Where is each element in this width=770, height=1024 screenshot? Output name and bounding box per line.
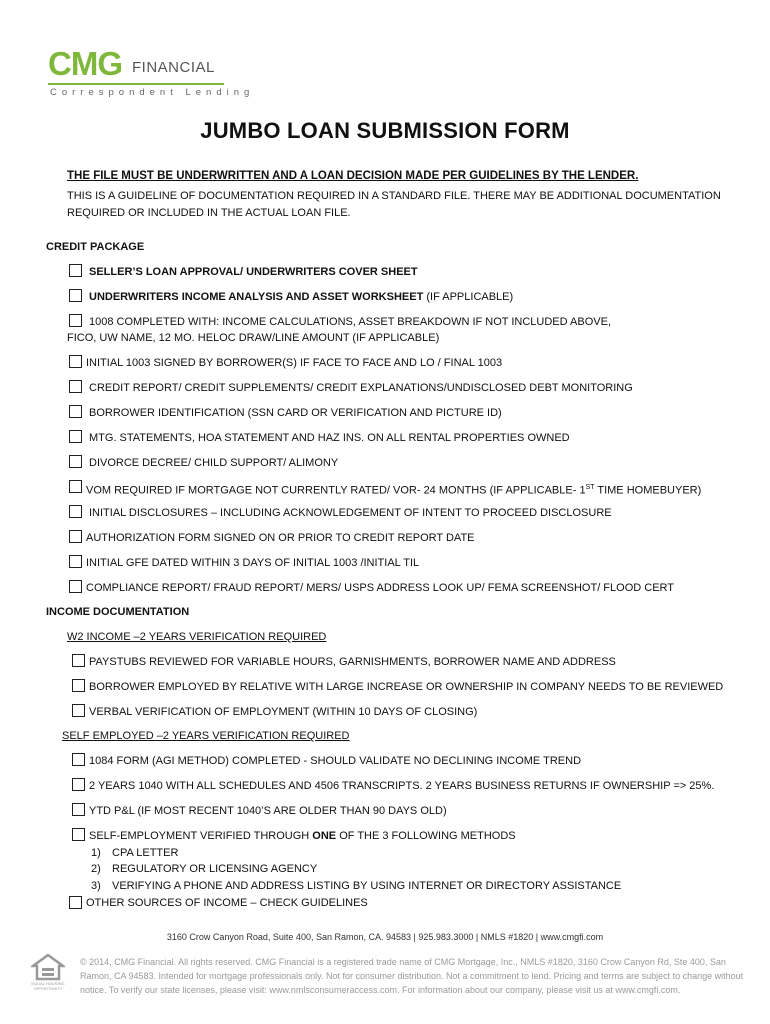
checkbox-income-analysis[interactable] [69,289,82,302]
method-cpa-letter: CPA LETTER [112,847,179,859]
page-title: JUMBO LOAN SUBMISSION FORM [200,118,570,143]
checkbox-initial-1003[interactable] [69,355,82,368]
checkbox-1084-form[interactable] [72,753,85,766]
item-compliance-report: COMPLIANCE REPORT/ FRAUD REPORT/ MERS/ USPS ADDRESS LOOK UP/ FEMA SCREENSHOT/ FLOOD CERT [86,582,674,594]
method-phone-address-listing: VERIFYING A PHONE AND ADDRESS LISTING BY USING INTERNET OR DIRECTORY ASSISTANCE [112,880,622,892]
checkbox-other-income[interactable] [69,896,82,909]
checkbox-1008[interactable] [69,314,82,327]
item-1084-form: 1084 FORM (AGI METHOD) COMPLETED - SHOULD VALIDATE NO DECLINING INCOME TREND [89,755,582,767]
item-paystubs: PAYSTUBS REVIEWED FOR VARIABLE HOURS, GARNISHMENTS, BORROWER NAME AND ADDRESS [89,656,616,668]
w2-income-heading: W2 INCOME –2 YEARS VERIFICATION REQUIRED [67,631,327,643]
checkbox-self-employment-verified[interactable] [72,828,85,841]
self-employed-heading: SELF EMPLOYED –2 YEARS VERIFICATION REQUIRED [62,730,350,742]
item-employed-by-relative: BORROWER EMPLOYED BY RELATIVE WITH LARGE INCREASE OR OWNERSHIP IN COMPANY NEEDS TO BE REVIEWED [89,681,724,693]
checkbox-initial-gfe[interactable] [69,555,82,568]
checkbox-verbal-verification[interactable] [72,704,85,717]
item-seller-loan-approval: SELLER’S LOAN APPROVAL/ UNDERWRITERS COVER SHEET [89,266,418,278]
item-initial-1003: INITIAL 1003 SIGNED BY BORROWER(S) IF FACE TO FACE AND LO / FINAL 1003 [86,357,503,369]
item-authorization-form: AUTHORIZATION FORM SIGNED ON OR PRIOR TO CREDIT REPORT DATE [86,532,475,544]
item-verbal-verification: VERBAL VERIFICATION OF EMPLOYMENT (WITHIN 10 DAYS OF CLOSING) [89,706,478,718]
logo-brand-suffix: FINANCIAL [132,59,215,76]
notice-line-2: REQUIRED OR INCLUDED IN THE ACTUAL LOAN FILE. [67,207,351,219]
credit-package-heading: CREDIT PACKAGE [46,241,145,253]
item-1008: 1008 COMPLETED WITH: INCOME CALCULATIONS, ASSET BREAKDOWN IF NOT INCLUDED ABOVE, [89,316,611,328]
logo-underline [48,83,224,85]
item-borrower-id: BORROWER IDENTIFICATION (SSN CARD OR VERIFICATION AND PICTURE ID) [89,407,502,419]
item-divorce-decree: DIVORCE DECREE/ CHILD SUPPORT/ ALIMONY [89,457,339,469]
cmg-logo [48,45,255,101]
checkbox-initial-disclosures[interactable] [69,505,82,518]
checkbox-compliance-report[interactable] [69,580,82,593]
notice-line-1: THIS IS A GUIDELINE OF DOCUMENTATION REQUIRED IN A STANDARD FILE. THERE MAY BE ADDITIONAL DOCUMENTATION [67,190,721,202]
item-initial-disclosures: INITIAL DISCLOSURES – INCLUDING ACKNOWLEDGEMENT OF INTENT TO PROCEED DISCLOSURE [89,507,612,519]
footer-legal-text: © 2014, CMG Financial. All rights reserved. CMG Financial is a registered trade name of CMG Mortgage, Inc., NMLS #1820, 3160 Crow Canyon Rd, Ste 400, San Ramon, CA 94583. Intended for mortgage professionals only. Not for consumer distribution. Not a commitment to lend. Pricing and terms are subject to change without notice. To verify our state licenses, please visit: www.nmlsconsumeraccess.com. For information about our company, please visit us at www.cmgfi.com. [80,957,744,995]
item-other-income: OTHER SOURCES OF INCOME – CHECK GUIDELINES [86,897,368,909]
method-number: 1) [91,847,101,859]
logo-brand: CMG [48,45,122,82]
item-1040-transcripts: 2 YEARS 1040 WITH ALL SCHEDULES AND 4506 TRANSCRIPTS. 2 YEARS BUSINESS RETURNS IF OWNERSHIP => 25%. [89,780,715,792]
checkbox-vom[interactable] [69,480,82,493]
checkbox-ytd-pl[interactable] [72,803,85,816]
checkbox-mtg-statements[interactable] [69,430,82,443]
checkbox-1040-transcripts[interactable] [72,778,85,791]
item-1008-line-2: FICO, UW NAME, 12 MO. HELOC DRAW/LINE AMOUNT (IF APPLICABLE) [67,332,440,344]
notice-headline: THE FILE MUST BE UNDERWRITTEN AND A LOAN DECISION MADE PER GUIDELINES BY THE LENDER. [67,170,639,182]
item-initial-gfe: INITIAL GFE DATED WITHIN 3 DAYS OF INITIAL 1003 /INITIAL TIL [86,557,420,569]
equal-housing-icon [31,953,65,993]
footer-address: 3160 Crow Canyon Road, Suite 400, San Ramon, CA. 94583 | 925.983.3000 | NMLS #1820 | www.cmgfi.com [166,932,604,942]
equal-housing-label: EQUAL HOUSING OPPORTUNITY [31,981,65,991]
checkbox-credit-report[interactable] [69,380,82,393]
method-regulatory-agency: REGULATORY OR LICENSING AGENCY [112,863,318,875]
item-credit-report: CREDIT REPORT/ CREDIT SUPPLEMENTS/ CREDIT EXPLANATIONS/UNDISCLOSED DEBT MONITORING [89,382,633,394]
item-income-analysis: UNDERWRITERS INCOME ANALYSIS AND ASSET WORKSHEET (IF APPLICABLE) [89,291,514,303]
method-number: 3) [91,880,101,892]
item-vom: VOM REQUIRED IF MORTGAGE NOT CURRENTLY RATED/ VOR- 24 MONTHS (IF APPLICABLE- 1ST TIME HOMEBUYER) [86,484,702,497]
checkbox-seller-loan-approval[interactable] [69,264,82,277]
checkbox-authorization-form[interactable] [69,530,82,543]
item-self-employment-verified: SELF-EMPLOYMENT VERIFIED THROUGH ONE OF THE 3 FOLLOWING METHODS [89,830,516,842]
item-ytd-pl: YTD P&L (IF MOST RECENT 1040’S ARE OLDER THAN 90 DAYS OLD) [89,805,447,817]
method-number: 2) [91,863,101,875]
logo-tagline: Correspondent Lending [50,87,255,98]
income-documentation-heading: INCOME DOCUMENTATION [46,606,190,618]
checkbox-divorce-decree[interactable] [69,455,82,468]
item-mtg-statements: MTG. STATEMENTS, HOA STATEMENT AND HAZ INS. ON ALL RENTAL PROPERTIES OWNED [89,432,570,444]
checkbox-borrower-id[interactable] [69,405,82,418]
checkbox-employed-by-relative[interactable] [72,679,85,692]
checkbox-paystubs[interactable] [72,654,85,667]
